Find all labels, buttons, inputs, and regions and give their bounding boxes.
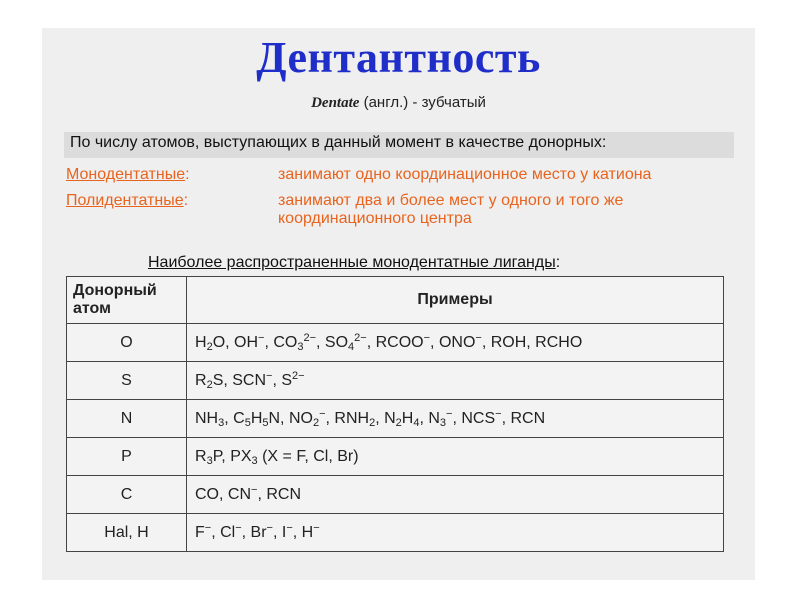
term-monodentate-label: Монодентатные bbox=[66, 166, 186, 183]
table-row bbox=[67, 476, 724, 514]
term-monodentate-colon: : bbox=[185, 166, 190, 183]
table-row bbox=[67, 438, 724, 476]
donor-atom-cell: P bbox=[67, 438, 187, 476]
donor-atom-cell: O bbox=[67, 324, 187, 362]
slide-title: Дентантность bbox=[256, 33, 541, 82]
donor-atom-cell: S bbox=[67, 362, 187, 400]
term-polydentate-colon: : bbox=[183, 192, 189, 209]
definition-monodentate: занимают одно координационное место у катиона bbox=[278, 166, 652, 183]
definition-polydentate: занимают два и более мест у одного и того же координационного центра bbox=[278, 192, 624, 227]
table-row bbox=[67, 362, 724, 400]
header-donor-atom: Донорный атом bbox=[67, 277, 187, 324]
table-caption bbox=[148, 254, 560, 272]
term-polydentate bbox=[66, 192, 188, 210]
examples-cell: $R_2S$, SCN−, $S^{2-}$ bbox=[187, 362, 724, 400]
subtitle bbox=[42, 94, 755, 112]
table-row bbox=[67, 514, 724, 552]
intro-text: По числу атомов, выступающих в данный момент в качестве донорных: bbox=[70, 134, 607, 151]
header-examples: Примеры bbox=[187, 277, 724, 324]
table-row bbox=[67, 400, 724, 438]
table-caption-text: Наиболее распространенные монодентатные лиганды bbox=[148, 254, 556, 271]
subtitle-translation: (англ.) - зубчатый bbox=[359, 94, 486, 111]
examples-cell: $R_3P$, $PX_3$ (X = F, Cl, Br) bbox=[187, 438, 724, 476]
examples-cell: $NH_3$, $C_5H_5N$, $NO_2^-$, $RNH_2$, $N_2H_4$, $N_3^-$, NCS−, RCN bbox=[187, 400, 724, 438]
slide bbox=[42, 28, 755, 580]
subtitle-english-word: Dentate bbox=[311, 95, 360, 111]
table-body bbox=[67, 324, 724, 552]
term-polydentate-label: Полидентатные bbox=[66, 192, 184, 209]
ligand-table bbox=[66, 276, 724, 552]
table-header-row bbox=[67, 277, 724, 324]
examples-cell: CO, CN−, RCN bbox=[187, 476, 724, 514]
donor-atom-cell: N bbox=[67, 400, 187, 438]
donor-atom-cell: Hal, H bbox=[67, 514, 187, 552]
table-caption-colon: : bbox=[555, 254, 561, 271]
table-row bbox=[67, 324, 724, 362]
examples-cell: F−, Cl−, Br−, I−, H− bbox=[187, 514, 724, 552]
examples-cell: $H_2O$, OH−, $CO_3^{2-}$, $SO_4^{2-}$, RCOO−, ONO−, ROH, RCHO bbox=[187, 324, 724, 362]
donor-atom-cell: C bbox=[67, 476, 187, 514]
term-monodentate bbox=[66, 166, 190, 184]
